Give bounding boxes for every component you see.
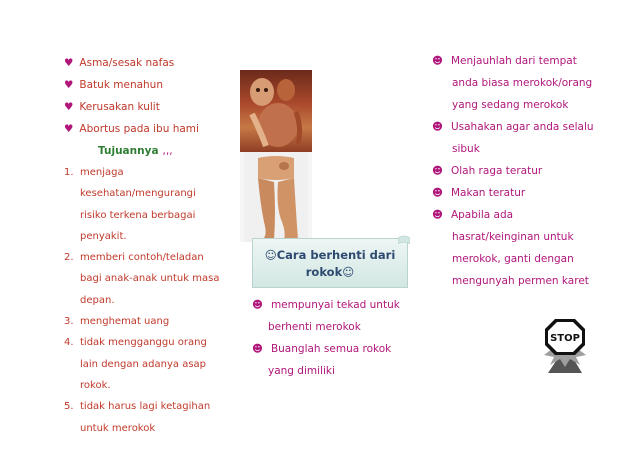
goal-item: 5. tidak harus lagi ketagihan untuk merokok — [64, 401, 211, 434]
symptom-item: ♥ Kerusakan kulit — [64, 101, 160, 113]
amputated-legs-photo — [240, 152, 312, 242]
smiley-bullet-icon: ☻ — [432, 209, 443, 221]
heart-icon: ♥ — [64, 57, 74, 69]
card-curl-icon — [398, 234, 410, 244]
left-column — [64, 52, 244, 439]
smiley-bullet-icon: ☻ — [432, 165, 443, 177]
card-title: ☺Cara berhenti dari rokok☺ — [264, 248, 396, 279]
tip-item: ☻ Apabila ada hasrat/keinginan untuk merokok, ganti dengan mengunyah permen karet — [432, 209, 589, 287]
symptom-item: ♥ Abortus pada ibu hami — [64, 123, 199, 135]
symptom-item: ♥ Asma/sesak nafas — [64, 57, 175, 69]
smoking-effects-photos — [240, 70, 312, 242]
tip-item: ☻ Makan teratur — [432, 187, 526, 199]
tip-item: ☻ Buanglah semua rokok yang dimiliki — [252, 343, 392, 377]
heart-icon: ♥ — [64, 79, 74, 91]
tip-item: ☻ mempunyai tekad untuk berhenti merokok — [252, 299, 400, 333]
goals-list — [64, 162, 244, 439]
smiley-bullet-icon: ☻ — [432, 187, 443, 199]
heart-icon: ♥ — [64, 123, 74, 135]
goal-item: 1. menjaga kesehatan/mengurangi risiko terkena berbagai penyakit. — [64, 167, 196, 242]
goal-item: 4. tidak mengganggu orang lain dengan adanya asap rokok. — [64, 337, 207, 391]
how-to-quit-card — [252, 238, 408, 288]
goal-item: 2. memberi contoh/teladan bagi anak-anak untuk masa depan. — [64, 252, 220, 306]
symptom-item: ♥ Batuk menahun — [64, 79, 163, 91]
tip-item: ☻ Usahakan agar anda selalu sibuk — [432, 121, 594, 155]
tip-item: ☻ Olah raga teratur — [432, 165, 543, 177]
smiley-bullet-icon: ☻ — [252, 343, 263, 355]
smiley-bullet-icon: ☻ — [432, 121, 443, 133]
smiley-bullet-icon: ☻ — [432, 55, 443, 67]
stop-sign-icon — [540, 315, 590, 375]
deformed-child-photo — [240, 70, 312, 152]
goal-item: 3. menghemat uang — [64, 316, 170, 328]
quit-tips-list-a — [252, 294, 412, 382]
tip-item: ☻ Menjauhlah dari tempat anda biasa merokok/orang yang sedang merokok — [432, 55, 593, 111]
goals-heading: Tujuannya ,,, — [98, 145, 173, 157]
smiley-bullet-icon: ☻ — [252, 299, 263, 311]
svg-text:STOP: STOP — [550, 333, 580, 344]
quit-tips-list-b — [432, 50, 602, 292]
heart-icon: ♥ — [64, 101, 74, 113]
symptom-list — [64, 52, 244, 140]
